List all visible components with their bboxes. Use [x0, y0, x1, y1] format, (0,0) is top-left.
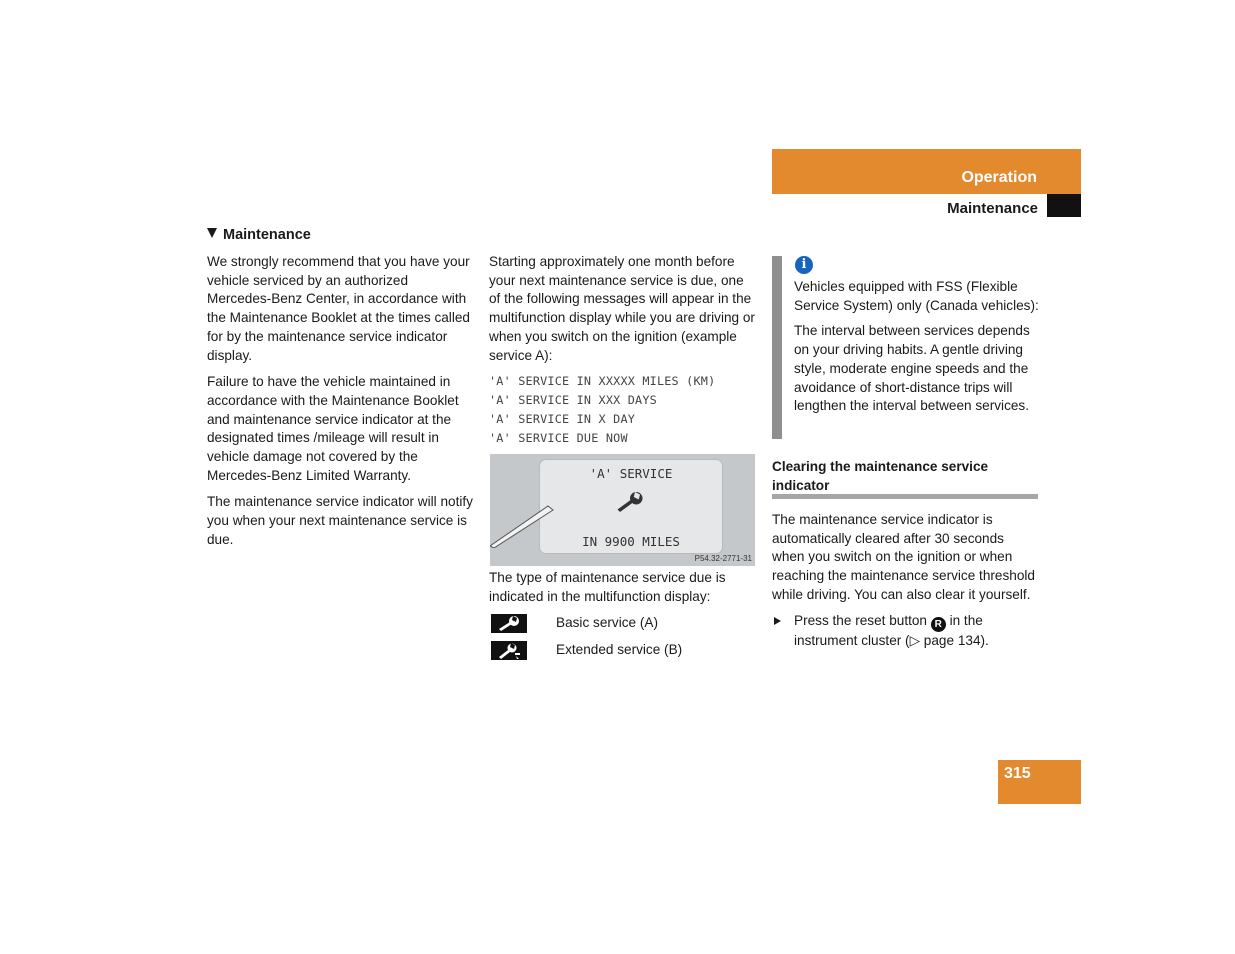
triangle-down-icon [207, 228, 217, 238]
reset-button-badge: R [931, 617, 946, 632]
section-title: Operation [961, 169, 1037, 186]
left-para-3: The maintenance service indicator will notify you when your next maintenance service is due. [207, 494, 473, 547]
clearing-para: The maintenance service indicator is automatically cleared after 30 seconds when you switch on the ignition or when reaching the maintenance service threshold while driving. You can also clear it yourself. [772, 512, 1035, 602]
middle-lower [489, 569, 757, 606]
message-list [489, 372, 757, 447]
page-number-tab [998, 760, 1081, 804]
info-bar [772, 256, 782, 439]
message-line: 'A' SERVICE IN XXX DAYS [489, 393, 657, 408]
clearing-body [772, 511, 1040, 605]
middle-intro: Starting approximately one month before your next maintenance service is due, one of the following messages will appear in the multifunction display while you are driving or when you switch on the ignition (example service A): [489, 254, 755, 363]
display-wrench-icon [615, 492, 645, 512]
step-item [772, 612, 1040, 651]
wrench-icon [491, 614, 527, 633]
type-text: The type of maintenance service due is indicated in the multifunction display: [489, 570, 726, 604]
info-icon: i [795, 256, 813, 274]
service-label-extended: Extended service (B) [556, 642, 683, 657]
left-para-2: Failure to have the vehicle maintained in accordance with the Maintenance Booklet and maintenance service indicator at the designated times /mileage will result in vehicle damage not covered by the Mercedes-Benz Limited Warranty. [207, 374, 459, 483]
header-tab [772, 149, 1081, 194]
left-para-1: We strongly recommend that you have your vehicle serviced by an authorized Mercedes-Benz Center, in accordance with the Maintenance Booklet at the times called for by the maintenance service indicator display. [207, 254, 470, 363]
display-line-1: 'A' SERVICE [589, 466, 673, 481]
info-box [794, 278, 1044, 416]
message-line: 'A' SERVICE IN X DAY [489, 411, 636, 426]
message-line: 'A' SERVICE IN XXXXX MILES (KM) [489, 374, 716, 389]
page-number: 315 [1004, 765, 1031, 782]
info-para-2: The interval between services depends on your driving habits. A gentle driving style, moderate engine speeds and the avoidance of short-distance trips will lengthen the interval between services. [794, 323, 1030, 414]
step-prefix: Press the reset button [794, 613, 927, 628]
black-marker [1047, 194, 1081, 217]
service-label-basic: Basic service (A) [556, 615, 658, 630]
display-line-2: IN 9900 MILES [582, 534, 680, 549]
service-type-extended [491, 641, 527, 660]
step-text [794, 612, 1040, 651]
middle-column [489, 253, 757, 447]
bullet-arrow-icon [774, 617, 781, 625]
subsection-title: Maintenance [947, 200, 1038, 217]
clearing-divider [772, 494, 1038, 499]
message-line: 'A' SERVICE DUE NOW [489, 430, 628, 445]
clearing-heading: Clearing the maintenance service indicator [772, 459, 989, 493]
step-suffix: in the instrument cluster (▷ page 134). [794, 613, 989, 648]
service-type-basic [491, 614, 527, 633]
display-figure [490, 454, 755, 566]
section-heading-text: Maintenance [223, 227, 311, 243]
pointer-stick [490, 498, 560, 548]
wrench-extended-icon [491, 641, 527, 660]
left-column [207, 253, 475, 550]
figure-code: P54.32-2771-31 [694, 554, 752, 563]
info-para-1: Vehicles equipped with FSS (Flexible Service System) only (Canada vehicles): [794, 279, 1039, 313]
section-heading [207, 227, 311, 243]
